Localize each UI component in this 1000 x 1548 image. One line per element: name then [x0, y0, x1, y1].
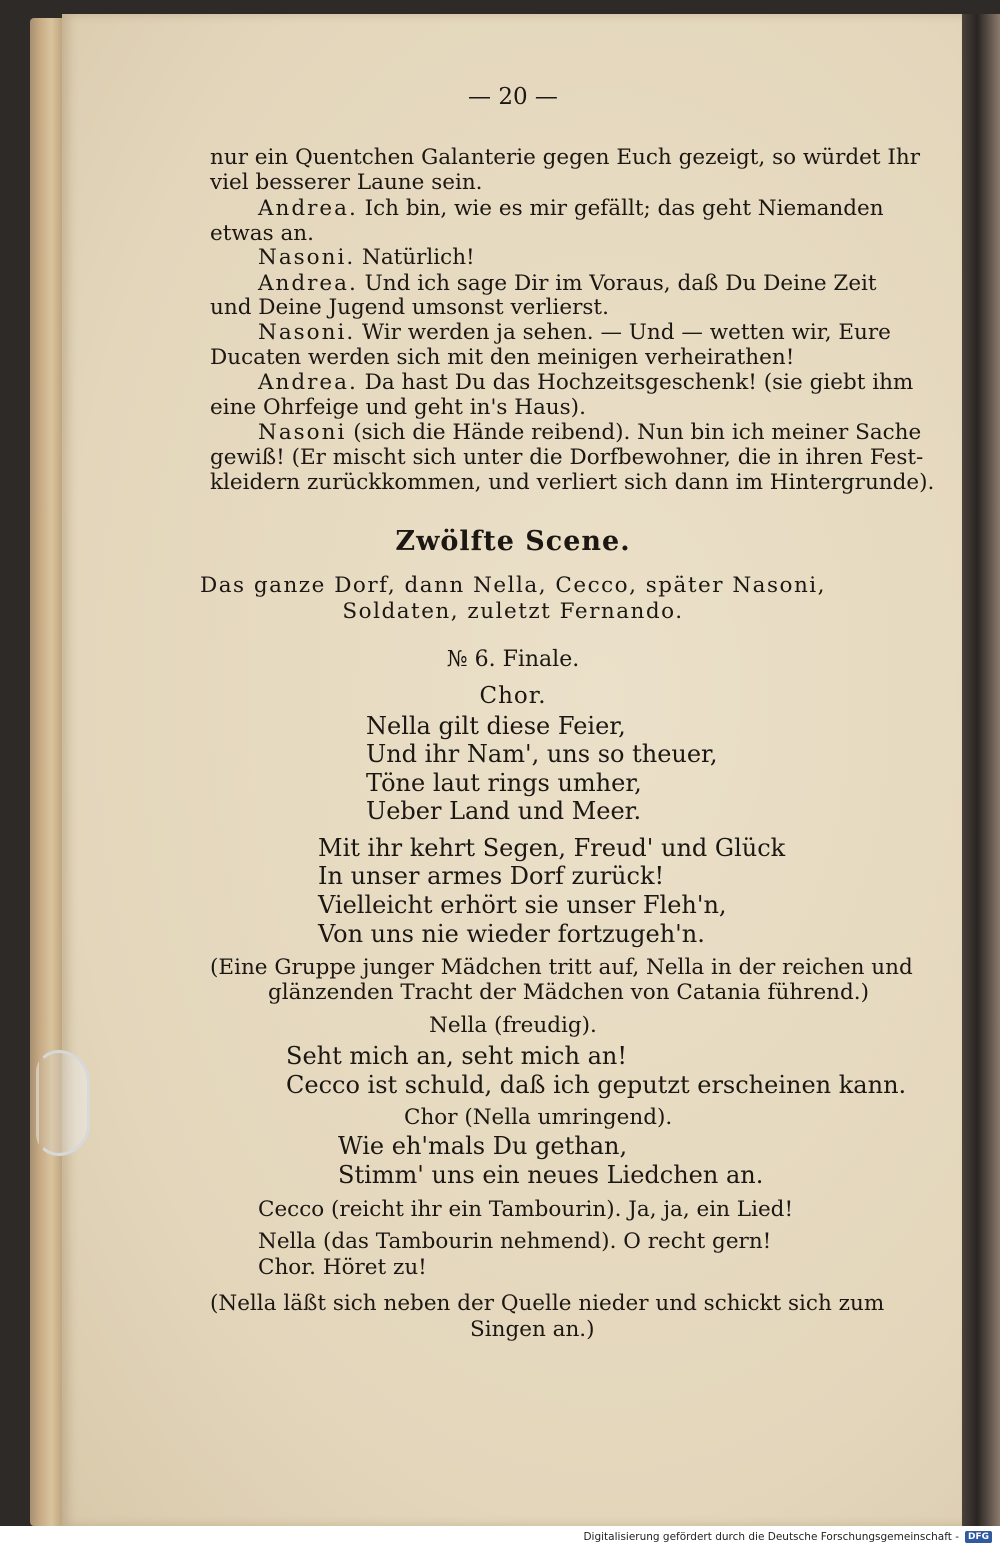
verse-line: Nella gilt diese Feier,	[366, 712, 626, 740]
verse-line: In unser armes Dorf zurück!	[318, 862, 665, 890]
dialogue-line: Chor. Höret zu!	[258, 1255, 427, 1280]
speaker-name: Andrea.	[258, 196, 358, 221]
dialogue-line: kleidern zurückkommen, und verliert sich dann im Hintergrunde).	[210, 470, 935, 495]
dialogue-line: Andrea. Und ich sage Dir im Voraus, daß Du Deine Zeit	[258, 271, 877, 296]
verse-line: Stimm' uns ein neues Liedchen an.	[338, 1161, 764, 1189]
book-spine-right	[962, 14, 1000, 1526]
page-number: — 20 —	[468, 84, 558, 110]
stage-direction: glänzenden Tracht der Mädchen von Catania führend.)	[268, 980, 870, 1005]
dialogue-line: Nella (das Tambourin nehmend). O recht gern!	[258, 1229, 772, 1254]
dialogue-line: und Deine Jugend umsonst verlierst.	[210, 295, 609, 320]
speaker-name: Andrea.	[258, 370, 358, 395]
dialogue-line: nur ein Quentchen Galanterie gegen Euch gezeigt, so würdet Ihr	[210, 145, 920, 170]
verse-line: Ueber Land und Meer.	[366, 797, 642, 825]
dialogue-line: Ducaten werden sich mit den meinigen verheirathen!	[210, 345, 795, 370]
verse-line: Vielleicht erhört sie unser Fleh'n,	[318, 891, 727, 919]
verse-line: Mit ihr kehrt Segen, Freud' und Glück	[318, 834, 786, 862]
scene-cast-line: Das ganze Dorf, dann Nella, Cecco, später Nasoni,	[199, 573, 827, 598]
dialogue-line: etwas an.	[210, 221, 314, 246]
speaker-name: Andrea.	[258, 271, 358, 296]
verse-line: Töne laut rings umher,	[366, 769, 642, 797]
dfg-logo: DFG	[965, 1531, 992, 1543]
stage-direction: (Eine Gruppe junger Mädchen tritt auf, Nella in der reichen und	[210, 955, 913, 980]
scene-title: Zwölfte Scene.	[395, 526, 631, 557]
speaker-name: Nasoni.	[258, 245, 356, 270]
dialogue-line: Nasoni. Natürlich!	[258, 245, 475, 270]
number-heading: № 6. Finale.	[446, 647, 580, 672]
dialogue-line: Nasoni (sich die Hände reibend). Nun bin ich meiner Sache	[258, 420, 922, 445]
chorus-label: Chor.	[479, 683, 547, 709]
dialogue-line: Cecco (reicht ihr ein Tambourin). Ja, ja, ein Lied!	[258, 1197, 794, 1222]
nella-label: Nella (freudig).	[429, 1013, 597, 1038]
stage-direction: (Nella läßt sich neben der Quelle nieder und schickt sich zum	[210, 1291, 885, 1316]
footer-bar	[0, 1526, 1000, 1548]
dialogue-line: gewiß! (Er mischt sich unter die Dorfbewohner, die in ihren Fest-	[210, 445, 924, 470]
dialogue-line: eine Ohrfeige und geht in's Haus).	[210, 395, 586, 420]
footer-credit: Digitalisierung gefördert durch die Deutsche Forschungsgemeinschaft -	[583, 1531, 959, 1543]
page-clip	[36, 1050, 90, 1156]
speaker-name: Nasoni.	[258, 320, 356, 345]
dialogue-line: Nasoni. Wir werden ja sehen. — Und — wetten wir, Eure	[258, 320, 891, 345]
speaker-name: Nasoni	[258, 420, 347, 445]
dialogue-line: viel besserer Laune sein.	[210, 170, 483, 195]
stage-direction: Singen an.)	[470, 1317, 595, 1342]
verse-line: Von uns nie wieder fortzugeh'n.	[318, 920, 705, 948]
verse-line: Wie eh'mals Du gethan,	[338, 1132, 628, 1160]
scene-cast-line: Soldaten, zuletzt Fernando.	[342, 599, 684, 624]
verse-line: Cecco ist schuld, daß ich geputzt erscheinen kann.	[286, 1071, 907, 1099]
dialogue-line: Andrea. Da hast Du das Hochzeitsgeschenk! (sie giebt ihm	[258, 370, 914, 395]
verse-line: Seht mich an, seht mich an!	[286, 1042, 627, 1070]
page-stack-left	[30, 18, 66, 1526]
dialogue-line: Andrea. Ich bin, wie es mir gefällt; das geht Niemanden	[258, 196, 884, 221]
chorus-label: Chor (Nella umringend).	[404, 1105, 673, 1130]
verse-line: Und ihr Nam', uns so theuer,	[366, 740, 718, 768]
